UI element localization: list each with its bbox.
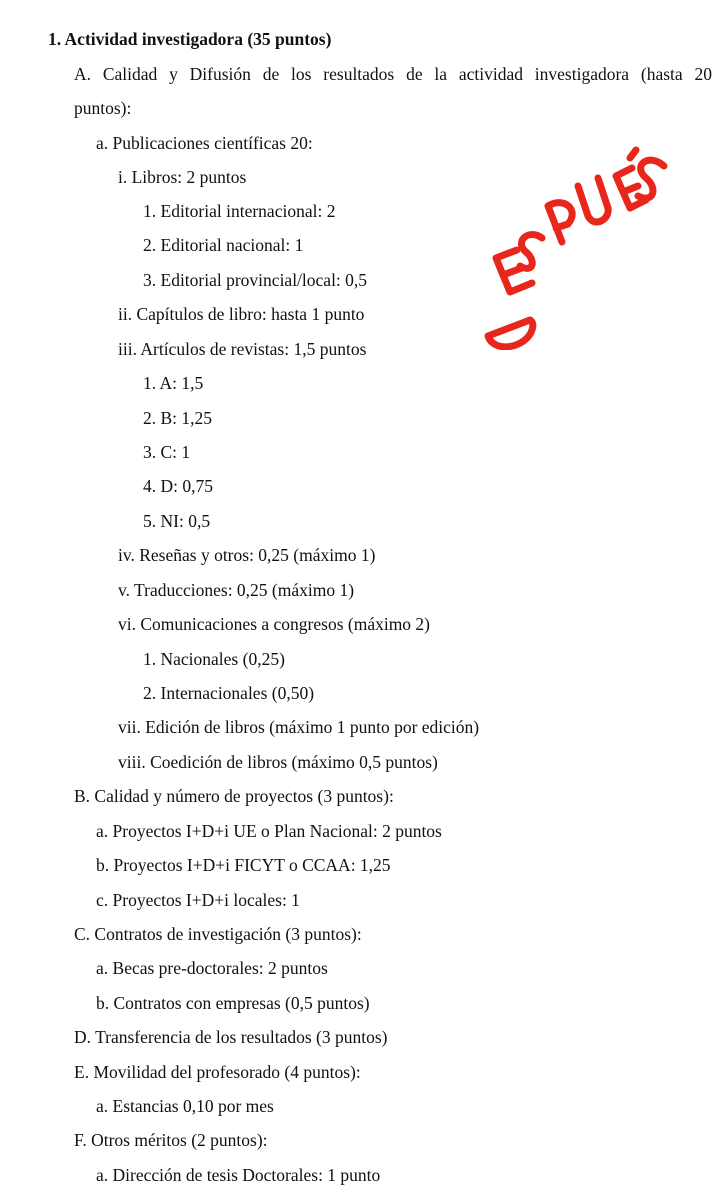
comunicaciones-item: vi. Comunicaciones a congresos (máximo 2) — [118, 614, 431, 634]
list-item: a. Proyectos I+D+i UE o Plan Nacional: 2 puntos — [96, 821, 442, 841]
list-item: 2. B: 1,25 — [143, 408, 213, 428]
edicion-item: vii. Edición de libros (máximo 1 punto por edición) — [118, 717, 480, 737]
list-item: a. Becas pre-doctorales: 2 puntos — [96, 958, 328, 978]
list-item: 2. Internacionales (0,50) — [143, 683, 315, 703]
publicaciones-item: a. Publicaciones científicas 20: — [96, 133, 313, 153]
traducciones-item: v. Traducciones: 0,25 (máximo 1) — [118, 580, 355, 600]
section-a-title-cont: puntos): — [74, 98, 132, 118]
articulos-item: iii. Artículos de revistas: 1,5 puntos — [118, 339, 367, 359]
section-heading: 1. Actividad investigadora (35 puntos) — [48, 29, 332, 49]
coedicion-item: viii. Coedición de libros (máximo 0,5 puntos) — [118, 752, 438, 772]
section-b-title: B. Calidad y número de proyectos (3 puntos): — [74, 786, 394, 806]
annotation-letter-u — [578, 178, 608, 222]
list-item: b. Contratos con empresas (0,5 puntos) — [96, 993, 370, 1013]
list-item: 1. Editorial internacional: 2 — [143, 201, 336, 221]
list-item: 2. Editorial nacional: 1 — [143, 235, 304, 255]
list-item: 3. Editorial provincial/local: 0,5 — [143, 270, 368, 290]
libros-item: i. Libros: 2 puntos — [118, 167, 247, 187]
section-d-title: D. Transferencia de los resultados (3 puntos) — [74, 1027, 388, 1047]
annotation-letter-s — [520, 235, 542, 269]
list-item: 1. Nacionales (0,25) — [143, 649, 285, 669]
capitulos-item: ii. Capítulos de libro: hasta 1 punto — [118, 304, 365, 324]
handwritten-annotation — [470, 140, 670, 350]
section-f-title: F. Otros méritos (2 puntos): — [74, 1130, 268, 1150]
section-a-title: A. Calidad y Difusión de los resultados de la actividad investigadora (hasta 20 — [74, 64, 712, 84]
section-e-title: E. Movilidad del profesorado (4 puntos): — [74, 1062, 361, 1082]
list-item: b. Proyectos I+D+i FICYT o CCAA: 1,25 — [96, 855, 391, 875]
list-item: a. Dirección de tesis Doctorales: 1 punto — [96, 1165, 381, 1185]
list-item: 1. A: 1,5 — [143, 373, 204, 393]
list-item: 4. D: 0,75 — [143, 476, 213, 496]
list-item: 3. C: 1 — [143, 442, 191, 462]
section-c-title: C. Contratos de investigación (3 puntos): — [74, 924, 362, 944]
list-item: c. Proyectos I+D+i locales: 1 — [96, 890, 300, 910]
annotation-letter-p — [548, 203, 572, 242]
annotation-letter-d — [488, 320, 533, 347]
resenas-item: iv. Reseñas y otros: 0,25 (máximo 1) — [118, 545, 376, 565]
list-item: 5. NI: 0,5 — [143, 511, 211, 531]
annotation-letter-s2 — [638, 160, 664, 198]
list-item: a. Estancias 0,10 por mes — [96, 1096, 274, 1116]
